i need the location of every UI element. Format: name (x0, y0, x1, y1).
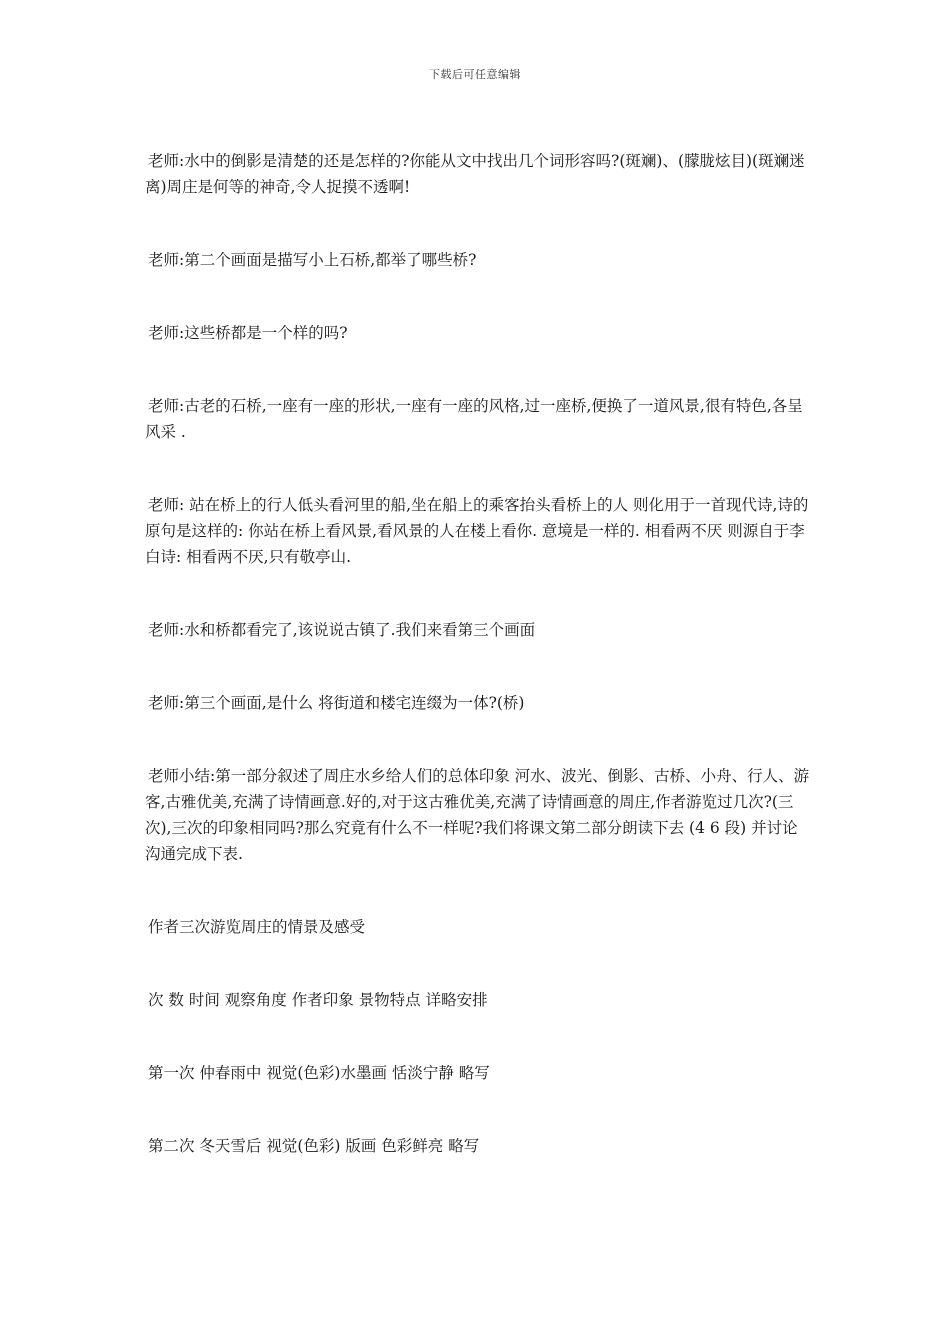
header-note: 下载后可任意编辑 (429, 68, 521, 81)
paragraph-second-scene: 老师:第二个画面是描写小上石桥,都举了哪些桥? (148, 251, 477, 269)
paragraph-bridges-question: 老师:这些桥都是一个样的吗? (148, 324, 348, 342)
paragraph-third-scene-intro: 老师:水和桥都看完了,该说说古镇了.我们来看第三个画面 (148, 621, 536, 639)
paragraph-poem: 老师: 站在桥上的行人低头看河里的船,坐在船上的乘客抬头看桥上的人 则化用于一首现代诗,诗的原句是这样的: 你站在桥上看风景,看风景的人在楼上看你. 意境是一样的. 相看两不厌 则源自于李白诗: 相看两不厌,只有敬亭山. (145, 496, 809, 566)
paragraph-reflection: 老师:水中的倒影是清楚的还是怎样的?你能从文中找出几个词形容吗?(斑斓)、(朦胧炫目)(斑斓迷离)周庄是何等的神奇,令人捉摸不透啊! (145, 152, 805, 196)
paragraph-summary: 老师小结:第一部分叙述了周庄水乡给人们的总体印象 河水、波光、倒影、古桥、小舟、行人、游客,古雅优美,充满了诗情画意.好的,对于这古雅优美,充满了诗情画意的周庄,作者游览过几次?(三次),三次的印象相同吗?那么究竟有什么不一样呢?我们将课文第二部分朗读下去 (4 6 段) 并讨论沟通完成下表. (145, 767, 810, 863)
paragraph-third-scene: 老师:第三个画面,是什么 将街道和楼宅连缀为一体?(桥) (148, 694, 525, 712)
table-row-second: 第二次 冬天雪后 视觉(色彩) 版画 色彩鲜亮 略写 (148, 1137, 480, 1155)
paragraph-stone-bridges: 老师:古老的石桥,一座有一座的形状,一座有一座的风格,过一座桥,便换了一道风景,很有特色,各呈风采 . (145, 397, 803, 441)
table-row-first: 第一次 仲春雨中 视觉(色彩)水墨画 恬淡宁静 略写 (148, 1064, 490, 1082)
table-header-row: 次 数 时间 观察角度 作者印象 景物特点 详略安排 (148, 991, 488, 1009)
table-title: 作者三次游览周庄的情景及感受 (148, 918, 366, 936)
document-body (145, 148, 810, 1206)
